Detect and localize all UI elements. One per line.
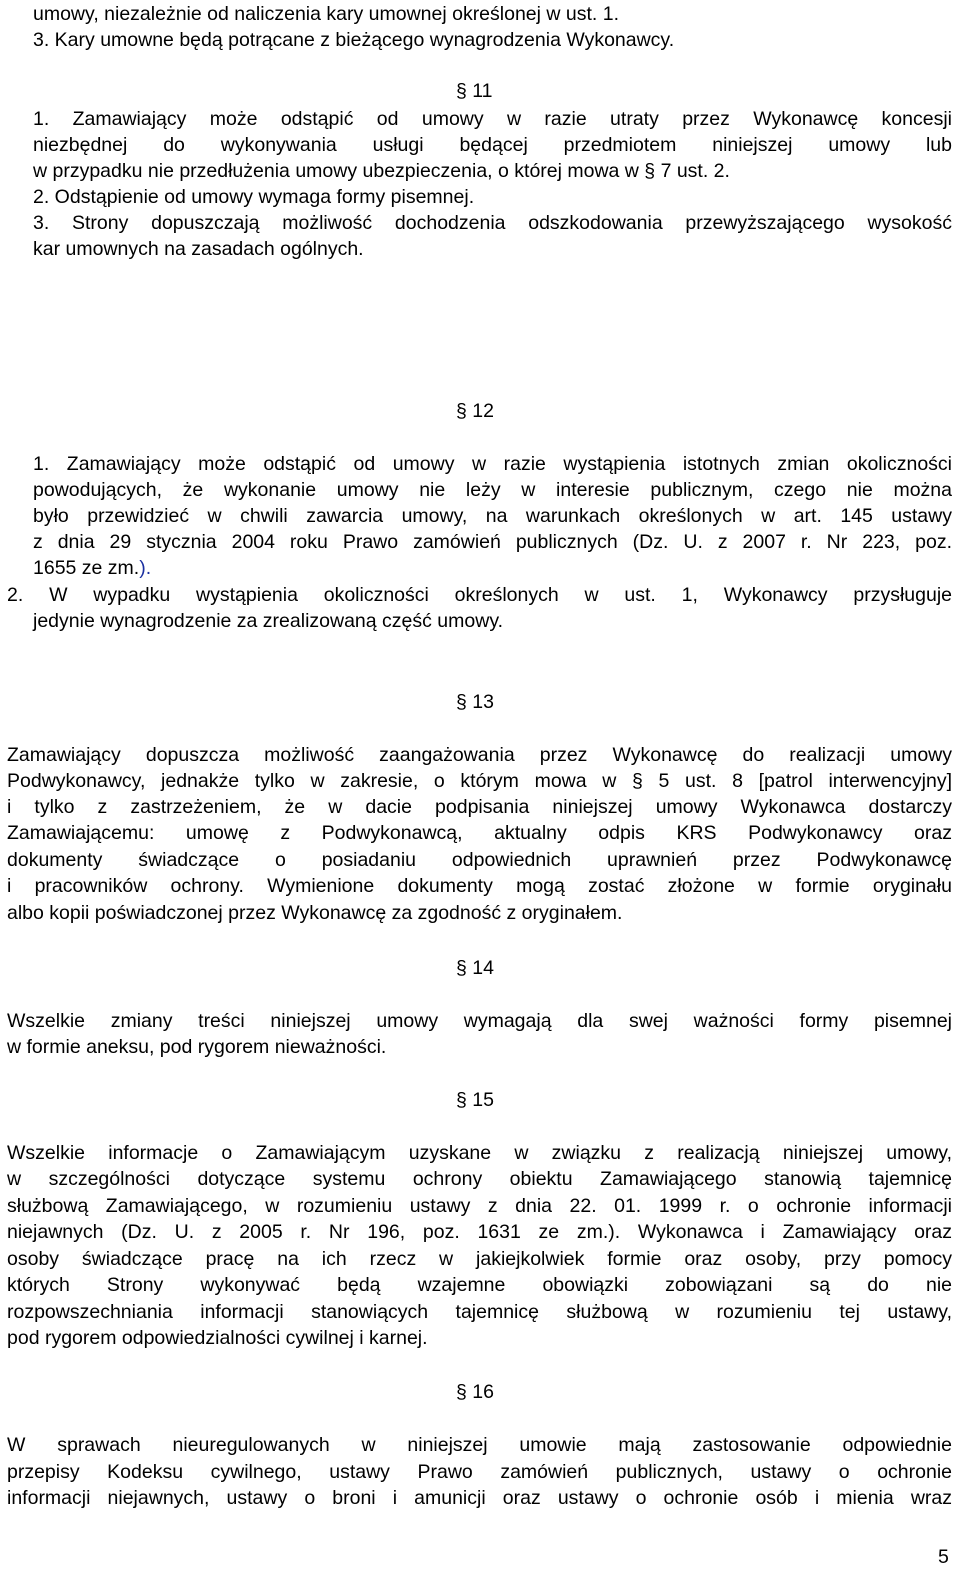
paragraph-line: 1. Zamawiający może odstąpić od umowy w razie wystąpienia istotnych zmian okoliczności [33, 453, 952, 475]
paragraph-line: albo kopii poświadczonej przez Wykonawcę za zgodność z oryginałem. [7, 902, 623, 924]
paragraph-line: informacji niejawnych, ustawy o broni i amunicji oraz ustawy o ochronie osób i mienia wraz [7, 1487, 952, 1509]
paragraph-line: Podwykonawcy, jednakże tylko w zakresie, o którym mowa w § 5 ust. 8 [patrol interwencyjny] [7, 770, 952, 792]
list-item-2: 2. Odstąpienie od umowy wymaga formy pisemnej. [33, 186, 475, 208]
paragraph-line: których Strony wykonywać będą wzajemne obowiązki zobowiązani są do nie [7, 1274, 952, 1296]
paragraph-line: Zamawiający dopuszcza możliwość zaangażowania przez Wykonawcę do realizacji umowy [7, 744, 952, 766]
paragraph-line: było przewidzieć w chwili zawarcia umowy, na warunkach określonych w art. 145 ustawy [33, 505, 952, 527]
section-heading-14: § 14 [456, 957, 494, 979]
paragraph-line: służbową Zamawiającego, w rozumieniu ustawy z dnia 22. 01. 1999 r. o ochronie informacji [7, 1195, 952, 1217]
paragraph-line: Wszelkie zmiany treści niniejszej umowy wymagają dla swej ważności formy pisemnej [7, 1010, 952, 1032]
paragraph-line: pod rygorem odpowiedzialności cywilnej i karnej. [7, 1327, 428, 1349]
paragraph-line [33, 555, 151, 581]
paragraph-line: kar umownych na zasadach ogólnych. [33, 238, 364, 260]
paragraph-text-tail: ). [139, 557, 152, 579]
paragraph-line: Zamawiającemu: umowę z Podwykonawcą, aktualny odpis KRS Podwykonawcy oraz [7, 822, 952, 844]
paragraph-line: z dnia 29 stycznia 2004 roku Prawo zamówień publicznych (Dz. U. z 2007 r. Nr 223, poz. [33, 531, 952, 553]
paragraph-line: osoby świadczące pracę na ich rzecz w jakiejkolwiek formie oraz osoby, przy pomocy [7, 1248, 952, 1270]
section-heading-12: § 12 [456, 400, 494, 422]
paragraph-line: i pracowników ochrony. Wymienione dokumenty mogą zostać złożone w formie oryginału [7, 875, 952, 897]
paragraph-line: 2. W wypadku wystąpienia okoliczności określonych w ust. 1, Wykonawcy przysługuje [7, 584, 952, 606]
section-heading-13: § 13 [456, 691, 494, 713]
paragraph-line: w szczególności dotyczące systemu ochrony obiektu Zamawiającego stanowią tajemnicę [7, 1168, 952, 1190]
section-heading-15: § 15 [456, 1089, 494, 1111]
paragraph-line: jedynie wynagrodzenie za zrealizowaną część umowy. [33, 610, 504, 632]
paragraph-line: rozpowszechniania informacji stanowiących tajemnicę służbową w rozumieniu tej ustawy, [7, 1301, 952, 1323]
paragraph-line: Wszelkie informacje o Zamawiającym uzyskane w związku z realizacją niniejszej umowy, [7, 1142, 952, 1164]
paragraph-line: W sprawach nieuregulowanych w niniejszej umowie mają zastosowanie odpowiednie [7, 1434, 952, 1456]
paragraph-line: 1. Zamawiający może odstąpić od umowy w razie utraty przez Wykonawcę koncesji [33, 108, 952, 130]
paragraph-line: niejawnych (Dz. U. z 2005 r. Nr 196, poz. 1631 ze zm.). Wykonawca i Zamawiający oraz [7, 1221, 952, 1243]
section-heading-16: § 16 [456, 1381, 494, 1403]
paragraph-line: przepisy Kodeksu cywilnego, ustawy Prawo zamówień publicznych, ustawy o ochronie [7, 1461, 952, 1483]
paragraph-line: 3. Strony dopuszczają możliwość dochodzenia odszkodowania przewyższającego wysokość [33, 212, 952, 234]
paragraph-line: powodujących, że wykonanie umowy nie leży w interesie publicznym, czego nie można [33, 479, 952, 501]
paragraph-line: dokumenty świadczące o posiadaniu odpowiednich uprawnień przez Podwykonawcę [7, 849, 952, 871]
continuation-line: umowy, niezależnie od naliczenia kary umownej określonej w ust. 1. [33, 3, 620, 25]
page-number: 5 [938, 1546, 949, 1568]
paragraph-line: i tylko z zastrzeżeniem, że w dacie podpisania niniejszej umowy Wykonawca dostarczy [7, 796, 952, 818]
list-item-3: 3. Kary umowne będą potrącane z bieżącego wynagrodzenia Wykonawcy. [33, 29, 675, 51]
section-heading-11: § 11 [456, 80, 493, 102]
paragraph-line: w formie aneksu, pod rygorem nieważności. [7, 1036, 387, 1058]
paragraph-line: w przypadku nie przedłużenia umowy ubezpieczenia, o której mowa w § 7 ust. 2. [33, 160, 730, 182]
paragraph-text: 1655 ze zm. [33, 557, 140, 579]
paragraph-line: niezbędnej do wykonywania usługi będącej przedmiotem niniejszej umowy lub [33, 134, 952, 156]
